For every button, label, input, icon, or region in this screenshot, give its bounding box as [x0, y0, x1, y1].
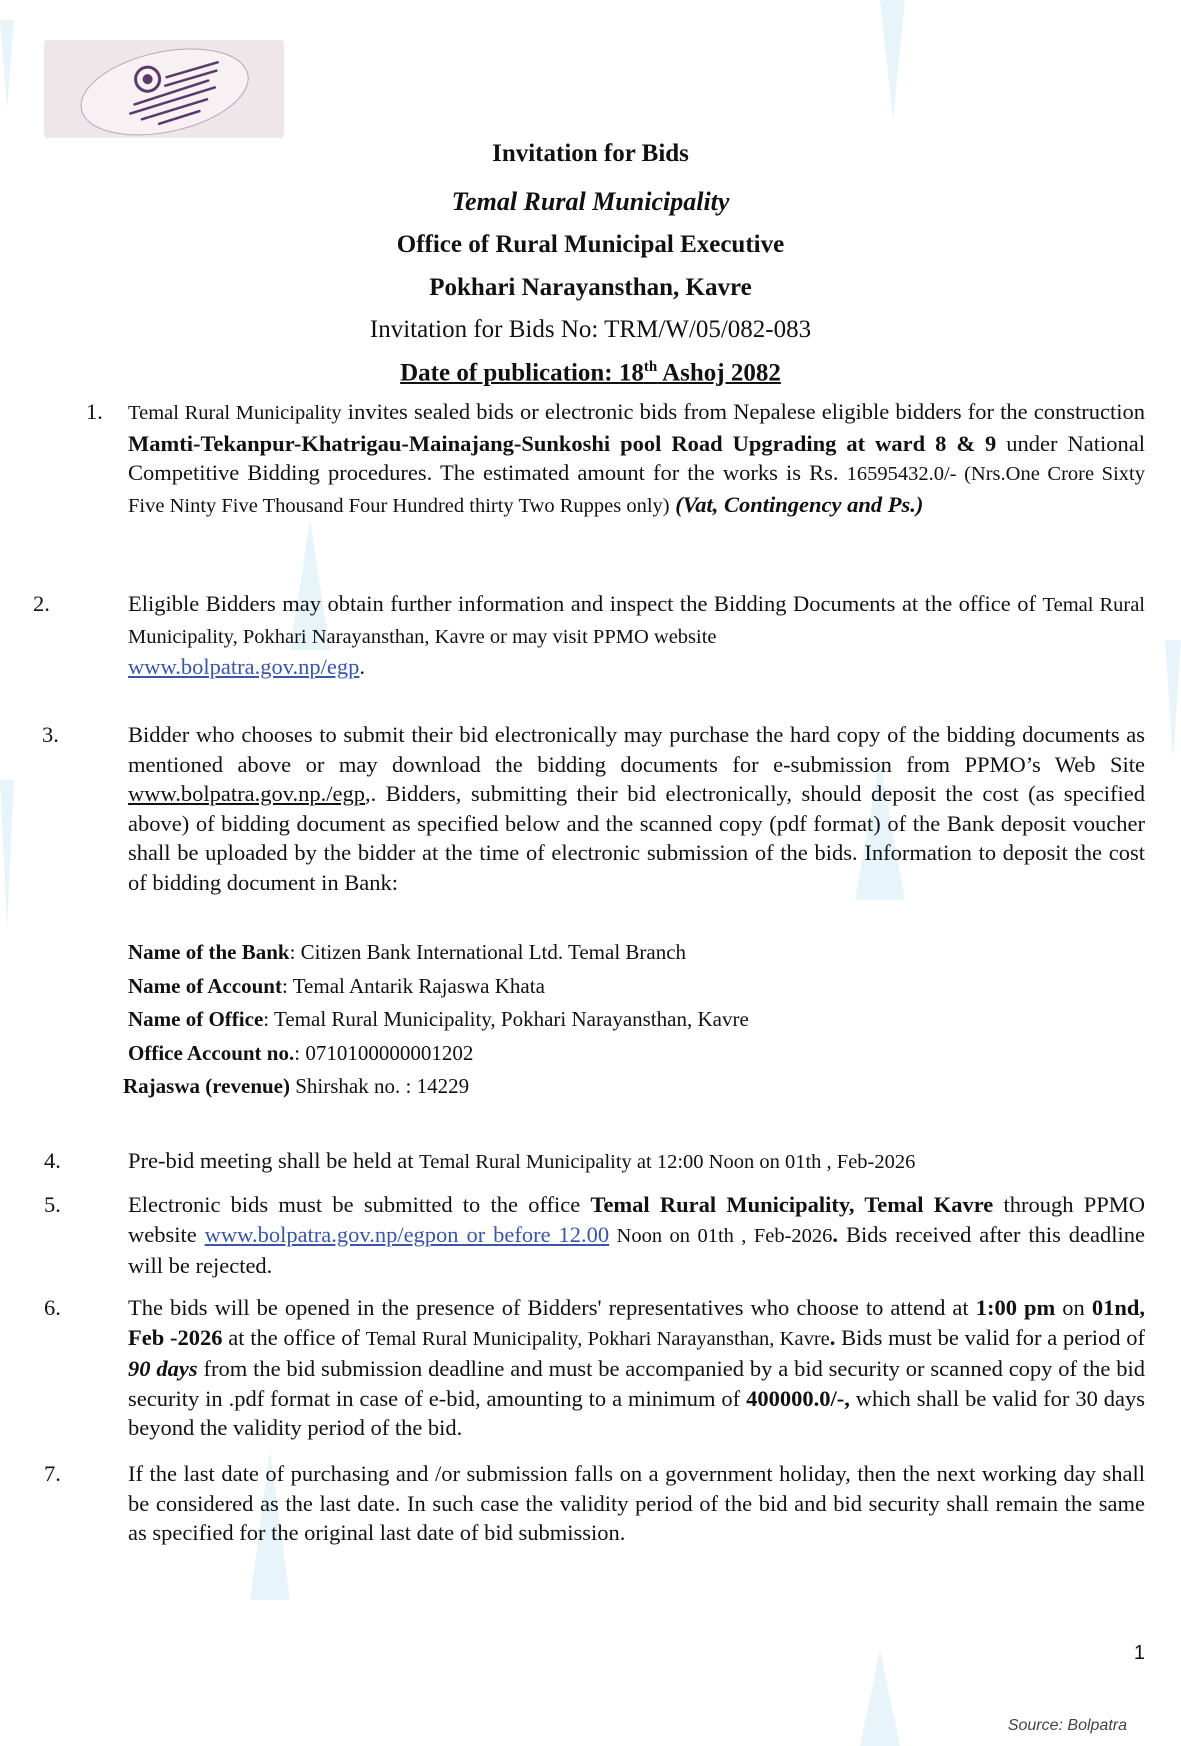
bank-details	[123, 936, 749, 1104]
municipality-seal-stamp	[44, 40, 284, 138]
revenue-row: Rajaswa (revenue) Shirshak no. : 14229	[123, 1074, 470, 1098]
ifb-number: Invitation for Bids No: TRM/W/05/082-083	[369, 316, 812, 343]
account-number-row: Office Account no.: 0710100000001202	[128, 1040, 474, 1065]
document-title: Invitation for Bids	[492, 140, 689, 167]
municipality-name: Temal Rural Municipality	[451, 187, 730, 216]
item-1-paragraph: Temal Rural Municipality invites sealed bids or electronic bids from Nepalese eligible bidders for the construction Mamti-Tekanpur-Khatrigau-Mainajang-Sunkoshi pool Road Upgrading at ward 8 & 9 under National Competitive Bidding procedures. The estimated amount for the works is Rs. 16595432.0/- (Nrs.One Crore Sixty Five Ninty Five Thousand Four Hundred thirty Two Ruppes only) (Vat, Contingency and Ps.)	[128, 399, 1146, 517]
item-2-paragraph: Eligible Bidders may obtain further information and inspect the Bidding Documents at the office of Temal Rural Municipality, Pokhari Narayansthan, Kavre or may visit PPMO website www.bolpatra.gov.np/egp.	[128, 591, 1145, 679]
bolpatra-link-2[interactable]: www.bolpatra.gov.np./egp	[128, 781, 366, 806]
item-5-paragraph: Electronic bids must be submitted to the office Temal Rural Municipality, Temal Kavre through PPMO website www.bolpatra.gov.np/egpon or before 12.00 Noon on 01th , Feb-2026. Bids received after this deadline will be rejected.	[128, 1192, 1146, 1278]
item-4-paragraph: Pre-bid meeting shall be held at Temal Rural Municipality at 12:00 Noon on 01th , Feb-2026	[128, 1148, 916, 1173]
item-2-number: 2.	[33, 591, 50, 616]
item-4-number: 4.	[44, 1148, 61, 1173]
bolpatra-link-3[interactable]: www.bolpatra.gov.np/egpon or before 12.00	[204, 1221, 610, 1247]
seal-icon	[44, 40, 284, 138]
item-5-number: 5.	[44, 1192, 61, 1217]
publication-date: Date of publication: 18th Ashoj 2082	[400, 359, 781, 387]
item-3-number: 3.	[42, 722, 59, 747]
bank-name-row: Name of the Bank: Citizen Bank International Ltd. Temal Branch	[128, 940, 687, 964]
item-6-paragraph: The bids will be opened in the presence of Bidders' representatives who choose to attend at 1:00 pm on 01nd, Feb -2026 at the office of Temal Rural Municipality, Pokhari Narayansthan, Kavre. Bids must be valid for a period of 90 days from the bid submission deadline and must be accompanied by a bid security or scanned copy of the bid security in .pdf format in case of e-bid, amounting to a minimum of 400000.0/-, which shall be valid for 30 days beyond the validity period of the bid.	[128, 1295, 1146, 1440]
item-1-number: 1.	[86, 399, 103, 424]
account-name-row: Name of Account: Temal Antarik Rajaswa Khata	[128, 973, 545, 998]
item-7-number: 7.	[44, 1461, 61, 1486]
item-7-paragraph: If the last date of purchasing and /or submission falls on a government holiday, then the next working day shall be considered as the last date. In such case the validity period of the bid and bid security shall remain the same as specified for the original last date of bid submission.	[128, 1461, 1145, 1545]
office-location: Pokhari Narayansthan, Kavre	[429, 274, 752, 301]
bolpatra-link-1[interactable]: www.bolpatra.gov.np/egp	[128, 654, 360, 679]
item-6-number: 6.	[44, 1295, 61, 1320]
page-number: 1	[1133, 1642, 1145, 1664]
item-3-paragraph: Bidder who chooses to submit their bid electronically may purchase the hard copy of the bidding documents as mentioned above or may download the bidding documents for e-submission from PPMO’s Web Site www.bolpatra.gov.np./egp,. Bidders, submitting their bid electronically, should deposit the cost (as specified above) of bidding document as specified below and the scanned copy (pdf format) of the Bank deposit voucher shall be uploaded by the bidder at the time of electronic submission of the bids. Information to deposit the cost of bidding document in Bank:	[128, 722, 1145, 895]
source-credit: Source: Bolpatra	[1007, 1717, 1127, 1734]
office-name: Office of Rural Municipal Executive	[396, 231, 785, 258]
office-name-row: Name of Office: Temal Rural Municipality, Pokhari Narayansthan, Kavre	[128, 1007, 749, 1031]
